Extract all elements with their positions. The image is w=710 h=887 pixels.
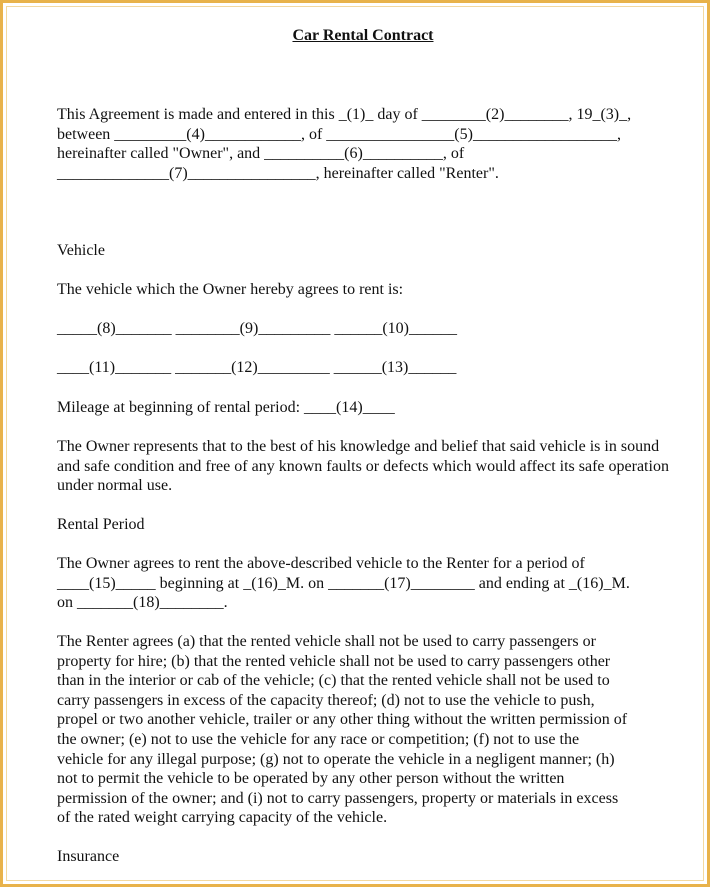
renter-line-5: propel or two another vehicle, trailer or any other thing without the written permission of: [57, 711, 628, 729]
renter-line-6: the owner; (e) not to use the vehicle for any race or competition; (f) not to use the: [57, 730, 580, 748]
renter-line-1: The Renter agrees (a) that the rented vehicle shall not be used to carry passengers or: [57, 633, 596, 650]
rental-line-2: ____(15)_____ beginning at _(16)_M. on _______(17)________ and ending at _(16)_M.: [57, 574, 630, 592]
renter-agreement-paragraph: [57, 632, 669, 828]
section-heading-insurance: Insurance: [57, 848, 120, 865]
intro-line-2: between _________(4)____________, of ________________(5)__________________,: [57, 125, 621, 143]
renter-line-9: permission of the owner; and (i) not to carry passengers, property or materials in excess: [57, 789, 619, 807]
intro-line-3: hereinafter called "Owner", and __________(6)__________, of: [57, 145, 465, 163]
document-body: [57, 26, 669, 865]
renter-line-4: carry passengers in excess of the capacity thereof; (d) not to use the vehicle to push,: [57, 691, 595, 709]
vehicle-fields-row-2: ____(11)_______ _______(12)_________ ______(13)______: [57, 359, 457, 376]
intro-line-1: This Agreement is made and entered in this _(1)_ day of ________(2)________, 19_(3)_,: [57, 106, 632, 123]
vehicle-intro-text: The vehicle which the Owner hereby agrees to rent is:: [57, 281, 404, 298]
vehicle-fields-row-1: _____(8)_______ ________(9)_________ ______(10)______: [57, 320, 457, 337]
section-heading-vehicle: Vehicle: [57, 242, 105, 259]
renter-line-10: of the rated weight carrying capacity of the vehicle.: [57, 809, 388, 827]
renter-line-3: than in the interior or cab of the vehicle; (c) that the rented vehicle shall not be used to: [57, 672, 610, 690]
document-title: Car Rental Contract: [292, 27, 434, 44]
intro-line-4: ______________(7)________________, hereinafter called "Renter".: [57, 164, 499, 182]
renter-line-7: vehicle for any illegal purpose; (g) not to operate the vehicle in a negligent manner; (h): [57, 750, 615, 768]
renter-line-8: not to permit the vehicle to be operated by any other person without the written: [57, 770, 565, 788]
section-heading-rental-period: Rental Period: [57, 516, 145, 533]
rental-line-3: on _______(18)________.: [57, 594, 228, 612]
rental-period-paragraph: [57, 554, 669, 613]
owner-statement-paragraph: The Owner represents that to the best of his knowledge and belief that said vehicle is in sound and safe condition and free of any known faults or defects which would affect its safe operation under normal use.: [57, 438, 669, 495]
agreement-intro: [57, 105, 677, 183]
renter-line-2: property for hire; (b) that the rented vehicle shall not be used to carry passengers other: [57, 652, 611, 670]
mileage-line: Mileage at beginning of rental period: ____(14)____: [57, 399, 395, 416]
rental-line-1: The Owner agrees to rent the above-described vehicle to the Renter for a period of: [57, 555, 585, 572]
